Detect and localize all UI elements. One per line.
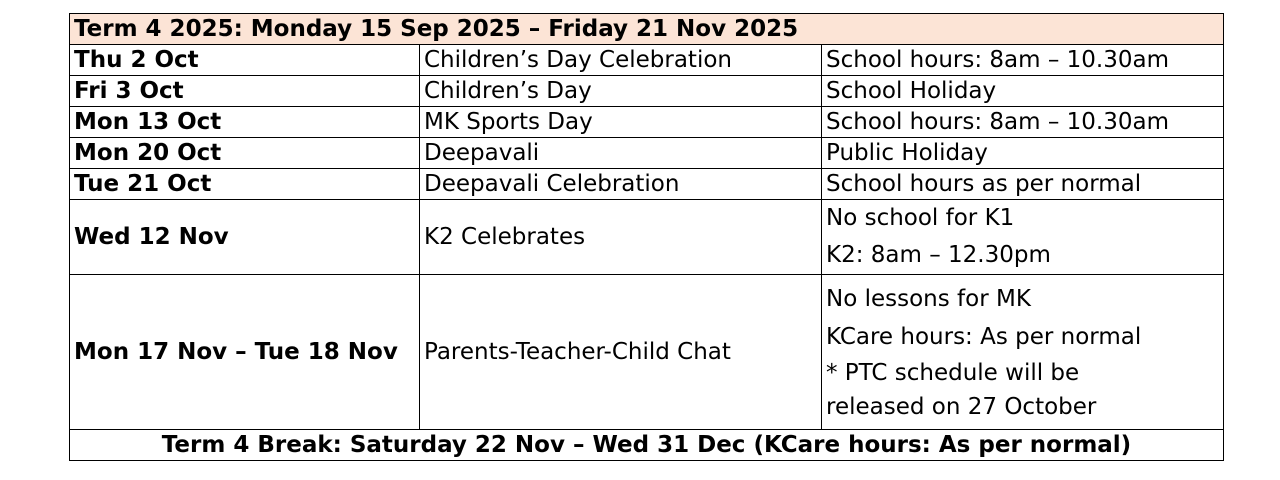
note-line: School hours: 8am – 10.30am xyxy=(826,109,1169,135)
note-line: No lessons for MK xyxy=(826,286,1031,312)
table-row xyxy=(70,45,1224,76)
table-row xyxy=(70,107,1224,138)
table-footer-row xyxy=(70,430,1224,461)
row-notes xyxy=(822,200,1224,275)
table-row xyxy=(70,138,1224,169)
row-event: Children’s Day Celebration xyxy=(420,45,822,76)
row-notes xyxy=(822,76,1224,107)
table-row xyxy=(70,200,1224,275)
row-date: Tue 21 Oct xyxy=(70,169,420,200)
note-line: School Holiday xyxy=(826,78,997,104)
row-date: Mon 20 Oct xyxy=(70,138,420,169)
table-row xyxy=(70,169,1224,200)
row-notes xyxy=(822,169,1224,200)
row-event: Parents-Teacher-Child Chat xyxy=(420,275,822,430)
row-date: Wed 12 Nov xyxy=(70,200,420,275)
term-title: Term 4 2025: Monday 15 Sep 2025 – Friday 21 Nov 2025 xyxy=(70,14,1224,45)
row-event: MK Sports Day xyxy=(420,107,822,138)
term-break-note: Term 4 Break: Saturday 22 Nov – Wed 31 Dec (KCare hours: As per normal) xyxy=(70,430,1224,461)
row-event: Children’s Day xyxy=(420,76,822,107)
row-notes xyxy=(822,107,1224,138)
note-line: K2: 8am – 12.30pm xyxy=(826,242,1051,268)
note-line: School hours: 8am – 10.30am xyxy=(826,47,1169,73)
row-event: Deepavali Celebration xyxy=(420,169,822,200)
row-notes xyxy=(822,275,1224,430)
table-header-row xyxy=(70,14,1224,45)
note-line: KCare hours: As per normal xyxy=(826,324,1142,350)
note-line: Public Holiday xyxy=(826,140,988,166)
table-row xyxy=(70,76,1224,107)
note-line: * PTC schedule will be xyxy=(826,360,1080,386)
row-date: Thu 2 Oct xyxy=(70,45,420,76)
row-notes xyxy=(822,138,1224,169)
row-event: K2 Celebrates xyxy=(420,200,822,275)
row-event: Deepavali xyxy=(420,138,822,169)
row-date: Fri 3 Oct xyxy=(70,76,420,107)
note-line: School hours as per normal xyxy=(826,171,1142,197)
note-line: No school for K1 xyxy=(826,205,1015,231)
table-row xyxy=(70,275,1224,430)
row-date: Mon 17 Nov – Tue 18 Nov xyxy=(70,275,420,430)
row-date: Mon 13 Oct xyxy=(70,107,420,138)
row-notes xyxy=(822,45,1224,76)
note-line: released on 27 October xyxy=(826,394,1097,420)
term-schedule-table xyxy=(69,13,1224,461)
